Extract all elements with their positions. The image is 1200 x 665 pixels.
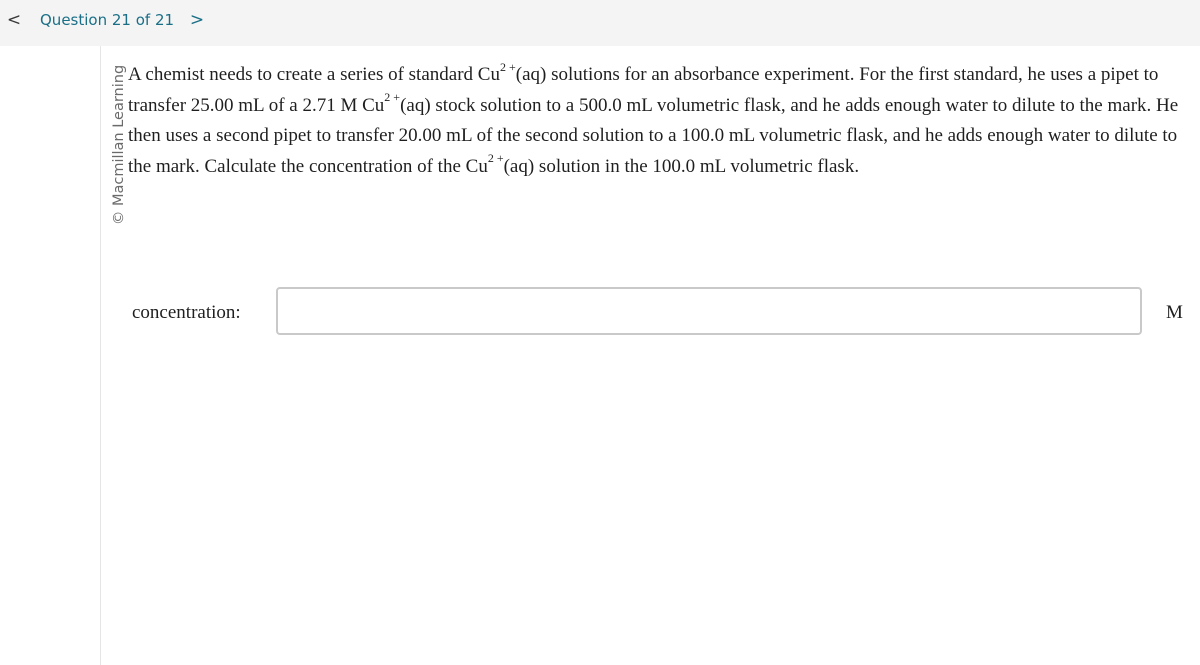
question-text-part: (aq) stock solution to a 500.0 mL volumetric flask, and he adds enough water to dilute to the mark. He then uses a second pipet to transfer 20.00 mL of the second solution to a 100.0 mL volumetric flask, and he adds enough water to dilute to the mark. Calculate the concentration of the Cu <box>128 94 1179 177</box>
copyright-notice <box>108 54 130 236</box>
charge-superscript: 2 + <box>499 59 516 74</box>
question-nav-bar <box>0 0 1200 46</box>
question-text-part: (aq) solutions for an absorbance experiment. For the first standard, he uses a pipet to transfer 25.00 mL of a 2.71 M Cu <box>128 64 1159 116</box>
concentration-input[interactable] <box>276 287 1142 335</box>
chevron-left-icon[interactable]: < <box>6 10 22 30</box>
unit-label: M <box>1166 302 1183 323</box>
question-text <box>128 60 1190 182</box>
chevron-right-icon[interactable]: > <box>189 10 205 30</box>
question-text-part: A chemist needs to create a series of standard Cu <box>128 64 500 85</box>
question-text-part: (aq) solution in the 100.0 mL volumetric flask. <box>503 155 860 177</box>
copyright-text: © Macmillan Learning <box>111 64 127 226</box>
concentration-label: concentration: <box>132 302 241 323</box>
charge-superscript: 2 + <box>384 90 401 105</box>
question-counter: Question 21 of 21 <box>40 11 175 29</box>
charge-superscript: 2 + <box>487 151 504 166</box>
